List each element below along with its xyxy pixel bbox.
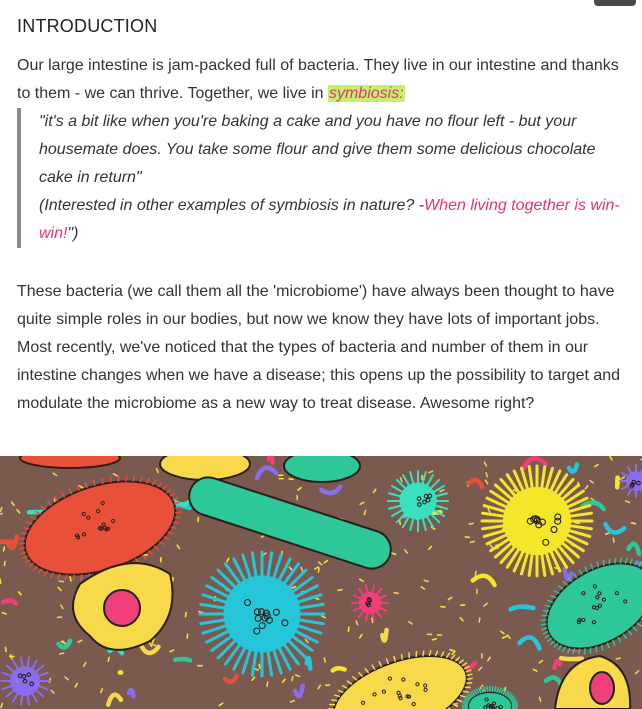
aside-text: (Interested in other examples of symbiosis in nature? - [39,197,425,214]
win-win-link[interactable]: When living together is win-win! [39,197,620,242]
corner-tab[interactable] [594,0,636,6]
aside-close: ") [67,225,79,242]
microbe-illustration [0,456,642,709]
microbiome-paragraph: These bacteria (we call them all the 'microbiome') have always been thought to have quite simple roles in our bodies, but now we know they have lots of important jobs. Most recently, we've noticed that the types of bacteria and number of them in our intestine changes when we have a disease; this opens up the possibility to target and modulate the microbiome as a new way to treat disease. Awesome right? [17,283,621,412]
microbe-top-green [284,456,360,482]
section-title: INTRODUCTION [17,16,158,36]
microbe-top-yellow [160,456,250,480]
quote-aside [39,192,625,248]
cake-quote [17,108,625,248]
intro-text: Our large intestine is jam-packed full of bacteria. They live in our intestine and thanks to them - we can thrive. Together, we live in [17,57,619,102]
intro-paragraph [17,52,625,108]
blue-spiky-microbe [200,552,324,676]
quote-text: "it's a bit like when you're baking a cake and you have no flour left - but your housemate does. You take some flour and give them some delicious chocolate cake in return" [39,113,596,186]
symbiosis-highlight: symbiosis: [328,85,404,102]
cyan-spiky-microbe [388,471,448,531]
